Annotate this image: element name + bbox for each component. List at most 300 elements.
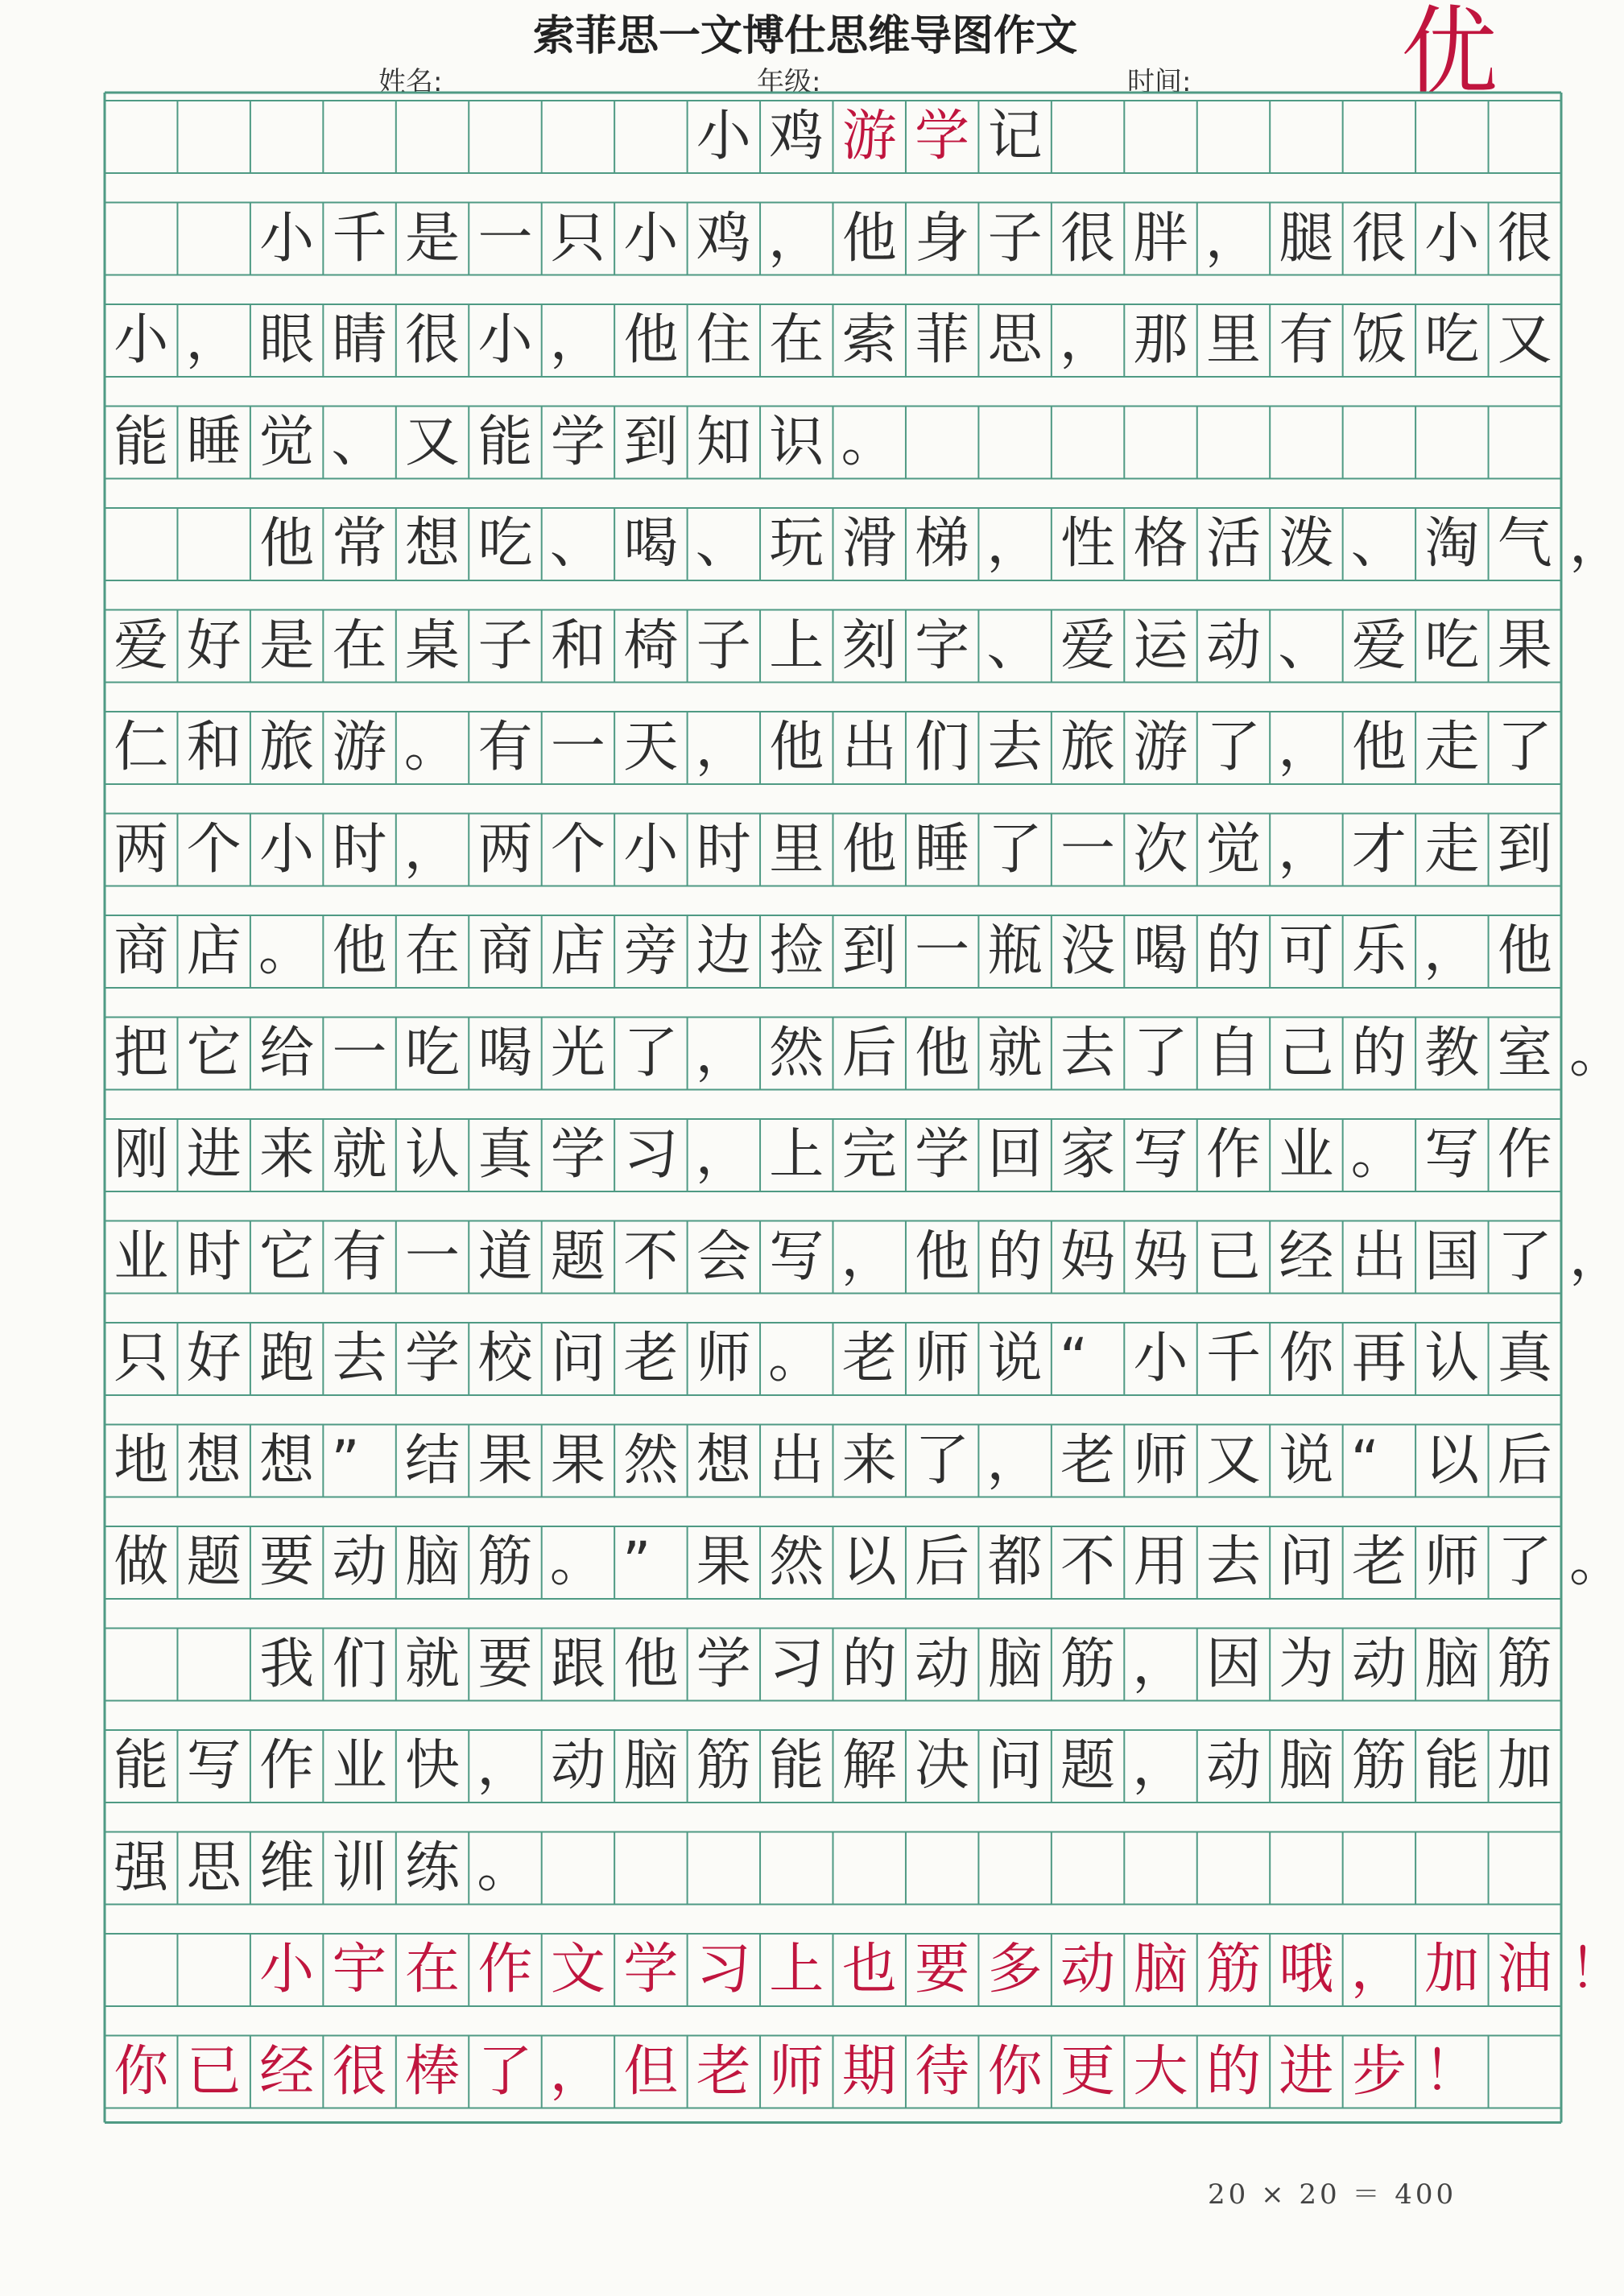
grid-cell: 跟 [550, 1632, 605, 1696]
grid-cell: 店 [550, 919, 605, 983]
grid-cell: 字 [915, 613, 970, 678]
grid-cell: 旅 [1060, 716, 1116, 779]
grid-cell: 能 [114, 410, 169, 474]
grid-cell: 瓶 [987, 919, 1043, 983]
grid-cell: 天 [623, 716, 679, 779]
grid-cell: 思 [987, 308, 1043, 372]
grid-cell: 那 [1133, 308, 1188, 372]
grid-cell: 上 [769, 613, 824, 678]
essay-title-char: 记 [987, 105, 1043, 168]
grid-cell: 里 [769, 817, 824, 882]
grid-cell: 来 [841, 1428, 897, 1493]
grid-cell: 很 [405, 308, 461, 372]
grid-cell: 小 [477, 308, 533, 372]
grid-cell: 又 [405, 410, 461, 474]
grid-cell: 后 [915, 1530, 970, 1594]
grid-cell: 思 [186, 1836, 242, 1900]
grid-cell: 的 [1351, 1021, 1407, 1085]
grid-cell: 到 [623, 410, 679, 474]
grid-cell: 完 [841, 1123, 897, 1187]
grid-cell: 他 [841, 206, 897, 270]
grid-cell [177, 508, 250, 580]
grid-cell: 觉 [259, 410, 315, 474]
essay-title-char: 学 [915, 105, 970, 168]
grid-cell: 吃 [477, 512, 533, 576]
grid-cell: 性 [1060, 512, 1116, 576]
grid-cell: 游 [332, 716, 387, 779]
grid-cell: 了 [987, 817, 1043, 882]
grid-cell: 子 [987, 206, 1043, 270]
grid-cell: 两 [114, 817, 169, 882]
grid-cell: 动 [915, 1632, 970, 1696]
grid-cell: 动 [1060, 1938, 1116, 2001]
grid-cell: 次 [1133, 817, 1188, 882]
grid-cell: 多 [987, 1938, 1043, 2001]
grid-cell: 自 [1205, 1021, 1261, 1085]
grid-cell: 地 [114, 1428, 169, 1493]
grid-cell: 写 [186, 1734, 242, 1798]
grid-cell: 说 [1279, 1428, 1334, 1493]
grid-cell: 业 [1279, 1123, 1334, 1187]
grid-cell: 觉 [1205, 817, 1261, 882]
sheet-title: 索菲思一文博仕思维导图作文 [532, 12, 1077, 60]
grid-cell: 学 [696, 1632, 751, 1696]
grid-cell: 的 [841, 1632, 897, 1696]
grid-cell: 把 [114, 1021, 169, 1085]
essay-title-char: 游 [841, 105, 897, 168]
grid-cell: 文 [550, 1938, 605, 2001]
grid-cell: 妈 [1133, 1224, 1188, 1289]
grid-cell: 椅 [623, 613, 679, 678]
grid-cell: 饭 [1351, 308, 1407, 372]
grid-cell: 认 [1424, 1327, 1480, 1390]
grid-cell: 时 [186, 1224, 242, 1289]
grid-cell: 到 [1497, 817, 1552, 882]
grid-cell: 不 [1060, 1530, 1116, 1594]
grid-cell: 老 [696, 2039, 751, 2104]
grid-cell: 、 [549, 512, 605, 576]
grid-cell: 睛 [332, 308, 387, 372]
grid-cell: 才 [1351, 817, 1407, 882]
grid-cell: 脑 [623, 1734, 679, 1798]
grid-cell: 后 [841, 1021, 897, 1085]
name-label: 姓名: [378, 66, 443, 98]
grid-cell: ， [695, 1123, 750, 1187]
grid-cell: 胖 [1133, 206, 1188, 270]
grid-cell: 筋 [1205, 1938, 1261, 2001]
grid-cell: 了 [1497, 1530, 1552, 1594]
grid-cell: 梯 [915, 512, 970, 576]
grid-cell: 出 [769, 1428, 824, 1493]
grid-cell: 期 [841, 2039, 897, 2104]
grid-cell: ， [403, 817, 459, 882]
grid-cell: 筋 [1351, 1734, 1407, 1798]
grid-cell: ， [1569, 1224, 1624, 1289]
grid-cell: 时 [332, 817, 387, 882]
grid-cell: 有 [477, 716, 533, 779]
grid-cell: 、 [1278, 613, 1333, 678]
grid-cell: 进 [1279, 2039, 1334, 2104]
grid-cell: 格 [1133, 512, 1188, 576]
grid-cell: 练 [405, 1836, 461, 1900]
grid-cell: 他 [769, 716, 824, 779]
grid-cell: 筋 [477, 1530, 533, 1594]
grid-cell: 爱 [1351, 613, 1407, 678]
grid-cell: 写 [1424, 1123, 1480, 1187]
grid-cell: 已 [1205, 1224, 1261, 1289]
grid-cell: 走 [1424, 716, 1480, 779]
grid-cell: 师 [915, 1327, 970, 1390]
grid-cell: 睡 [915, 817, 970, 882]
grid-cell [105, 1629, 177, 1701]
grid-cell: 要 [915, 1938, 970, 2001]
grid-cell: 学 [915, 1123, 970, 1187]
grid-cell: 果 [696, 1530, 751, 1594]
grid-cell [105, 1934, 177, 2006]
grid-cell: 个 [550, 817, 605, 882]
grid-cell: 子 [477, 613, 533, 678]
grid-cell: 小 [1133, 1327, 1188, 1390]
grid-cell: 能 [769, 1734, 824, 1798]
grid-cell: ！ [1424, 2039, 1479, 2104]
grid-cell: 。 [258, 919, 313, 983]
grid-cell: 喝 [477, 1021, 533, 1085]
grid-cell: 玩 [769, 512, 824, 576]
grid-cell: 到 [841, 919, 897, 983]
grid-cell: 在 [405, 1938, 461, 2001]
grid-cell: 。 [1569, 1021, 1624, 1085]
grid-cell: 吃 [1424, 308, 1480, 372]
grade-label: 年级: [757, 66, 821, 98]
grid-cell: 作 [477, 1938, 533, 2001]
grid-cell: 一 [915, 919, 970, 983]
grid-cell: 一 [1060, 817, 1116, 882]
grid-cell: 鸡 [696, 206, 751, 270]
grid-cell: 很 [1497, 206, 1552, 270]
grid-cell: 做 [114, 1530, 169, 1594]
grid-cell: 能 [114, 1734, 169, 1798]
grid-cell: 滑 [841, 512, 897, 576]
grid-cell: 常 [332, 512, 387, 576]
grid-cell: 他 [259, 512, 315, 576]
grid-cell: 。 [477, 1836, 532, 1900]
grid-cell: 和 [550, 613, 605, 678]
grid-cell: ， [1278, 817, 1333, 882]
grid-cell: 泼 [1279, 512, 1334, 576]
grid-cell: 他 [1351, 716, 1407, 779]
grid-cell: 快 [405, 1734, 461, 1798]
grid-cell: 小 [259, 817, 315, 882]
grid-cell: 脑 [1279, 1734, 1334, 1798]
grid-cell: ， [1569, 512, 1624, 576]
grid-cell: ， [477, 1734, 532, 1798]
grid-cell: 可 [1279, 919, 1334, 983]
grid-cell: 一 [477, 206, 533, 270]
grid-cell: 果 [1497, 613, 1552, 678]
grid-cell: 能 [477, 410, 533, 474]
grid-cell: 哦 [1279, 1938, 1334, 2001]
grid-cell: 、 [1350, 512, 1406, 576]
grid-cell: 学 [550, 410, 605, 474]
grid-cell: 你 [1279, 1327, 1334, 1390]
grid-cell: 你 [987, 2039, 1043, 2104]
grid-cell: 结 [405, 1428, 461, 1493]
grid-cell: 小 [623, 817, 679, 882]
essay-title-char: 鸡 [769, 105, 824, 168]
grid-cell: 很 [1060, 206, 1116, 270]
grid-cell: 小 [259, 1938, 315, 2001]
grid-cell: ， [185, 308, 241, 372]
grid-cell: 乐 [1351, 919, 1407, 983]
grid-cell: 筋 [696, 1734, 751, 1798]
grid-cell: 。 [403, 716, 459, 779]
grid-cell: 果 [550, 1428, 605, 1493]
grid-cell: ， [1132, 1632, 1188, 1696]
grid-cell: 想 [186, 1428, 242, 1493]
grid-cell: 他 [332, 919, 387, 983]
grid-cell: 加 [1424, 1938, 1480, 2001]
grid-cell: ， [695, 716, 750, 779]
grid-cell: 想 [405, 512, 461, 576]
grid-cell: 。 [1569, 1530, 1624, 1594]
grid-cell: 小 [1424, 206, 1480, 270]
grid-cell: 写 [769, 1224, 824, 1289]
grid-cell: 为 [1279, 1632, 1334, 1696]
grid-cell: 游 [1133, 716, 1188, 779]
grid-cell: 果 [477, 1428, 533, 1493]
grid-cell: 刻 [841, 613, 897, 678]
grid-cell: ， [549, 2039, 605, 2104]
grid-cell: 旅 [259, 716, 315, 779]
grid-cell: 然 [623, 1428, 679, 1493]
grid-cell: 想 [696, 1428, 751, 1493]
grid-cell: 身 [915, 206, 970, 270]
grid-cell: 住 [696, 308, 751, 372]
grid-cell: 眼 [259, 308, 315, 372]
grid-cell: 很 [1351, 206, 1407, 270]
grid-cell: 了 [1497, 1224, 1552, 1289]
grid-cell: 都 [987, 1530, 1043, 1594]
grid-cell: 动 [1205, 613, 1261, 678]
grid-cell: 业 [114, 1224, 169, 1289]
grid-cell: 是 [259, 613, 315, 678]
grid-cell: 识 [769, 410, 824, 474]
grid-cell: 、 [986, 613, 1042, 678]
grid-cell: 去 [987, 716, 1043, 779]
grid-cell: 两 [477, 817, 533, 882]
grid-cell: 又 [1205, 1428, 1261, 1493]
grid-cell: 千 [332, 206, 387, 270]
grid-cell: 光 [550, 1021, 605, 1085]
grid-cell: 用 [1133, 1530, 1188, 1594]
grid-cell: ” [622, 1530, 651, 1594]
grid-cell: 出 [1351, 1224, 1407, 1289]
grid-cell: 。 [768, 1327, 824, 1390]
grid-cell: 但 [623, 2039, 679, 2104]
grid-cell: 动 [332, 1530, 387, 1594]
grid-cell: 来 [259, 1123, 315, 1187]
grid-cell: 维 [259, 1836, 315, 1900]
grid-cell: 商 [114, 919, 169, 983]
grid-cell: 动 [550, 1734, 605, 1798]
grid-cell: ， [768, 206, 824, 270]
grid-cell: 好 [186, 1327, 242, 1390]
grid-cell: ， [1350, 1938, 1406, 2001]
grid-cell: 因 [1205, 1632, 1261, 1696]
grid-cell: 习 [769, 1632, 824, 1696]
grid-cell: 。 [841, 410, 896, 474]
grid-cell: 问 [550, 1327, 605, 1390]
grid-cell: 一 [405, 1224, 461, 1289]
grid-cell: 道 [477, 1224, 533, 1289]
grid-cell: 老 [1351, 1530, 1407, 1594]
grid-cell [177, 1934, 250, 2006]
grid-cell: 了 [1133, 1021, 1188, 1085]
essay-title-char: 小 [696, 105, 751, 168]
grid-cell: 习 [623, 1123, 679, 1187]
grid-cell [177, 1629, 250, 1701]
grid-cell: 再 [1351, 1327, 1407, 1390]
grid-cell: 学 [405, 1327, 461, 1390]
grid-cell: 淘 [1424, 512, 1480, 576]
grid-cell: 作 [1497, 1123, 1552, 1187]
grid-cell: 。 [1350, 1123, 1406, 1187]
grid-cell: 出 [841, 716, 897, 779]
grid-cell: “ [1059, 1327, 1089, 1390]
grid-cell: 旁 [623, 919, 679, 983]
grid-cell: 以 [1424, 1428, 1480, 1493]
grid-cell: 没 [1060, 919, 1116, 983]
grid-cell: 作 [1205, 1123, 1261, 1187]
grid-cell: 吃 [1424, 613, 1480, 678]
grid-cell: 爱 [1060, 613, 1116, 678]
grid-cell: 给 [259, 1021, 315, 1085]
grid-cell: 他 [623, 1632, 679, 1696]
grid-cell: 说 [987, 1327, 1043, 1390]
grid-cell: 步 [1351, 2039, 1407, 2104]
grid-cell: 家 [1060, 1123, 1116, 1187]
grid-cell: 题 [1060, 1734, 1116, 1798]
grid-cell: 写 [1133, 1123, 1188, 1187]
grid-cell: ， [986, 1428, 1042, 1493]
grid-cell: 是 [405, 206, 461, 270]
grid-cell: 和 [186, 716, 242, 779]
grid-cell: 店 [186, 919, 242, 983]
grid-cell: 认 [405, 1123, 461, 1187]
grid-cell: 个 [186, 817, 242, 882]
grid-cell: 在 [769, 308, 824, 372]
grid-cell: ， [986, 512, 1042, 576]
grid-cell: 很 [332, 2039, 387, 2104]
grid-cell: ， [1424, 919, 1479, 983]
grid-cell: 筋 [1060, 1632, 1116, 1696]
grid-cell: 室 [1497, 1021, 1552, 1085]
grid-cell: 了 [623, 1021, 679, 1085]
grid-cell: 了 [477, 2039, 533, 2104]
grid-cell: 他 [1497, 919, 1552, 983]
grid-cell: 己 [1279, 1021, 1334, 1085]
grid-cell: 喝 [623, 512, 679, 576]
grid-cell: 我 [259, 1632, 315, 1696]
grid-cell: ， [1059, 308, 1114, 372]
grid-cell: 师 [1424, 1530, 1480, 1594]
time-label: 时间: [1127, 66, 1192, 98]
grid-cell: 走 [1424, 817, 1480, 882]
grid-cell: 仁 [114, 716, 169, 779]
grid-cell: 小 [259, 206, 315, 270]
grid-cell: ， [1278, 716, 1333, 779]
grid-cell: 们 [915, 716, 970, 779]
grid-cell: 上 [769, 1938, 824, 2001]
grid-cell: 动 [1351, 1632, 1407, 1696]
grid-cell: 他 [623, 308, 679, 372]
grid-cell: 然 [769, 1530, 824, 1594]
grid-cell: 动 [1205, 1734, 1261, 1798]
grid-cell: 老 [1060, 1428, 1116, 1493]
grid-cell: 们 [332, 1632, 387, 1696]
grid-cell: 一 [550, 716, 605, 779]
grid-cell: 校 [477, 1327, 533, 1390]
grid-cell: 也 [841, 1938, 897, 2001]
grid-cell: ， [695, 1021, 750, 1085]
grid-cell: ， [1132, 1734, 1188, 1798]
grid-cell: 它 [186, 1021, 242, 1085]
grid-cell: 刚 [114, 1123, 169, 1187]
grid-cell: 他 [915, 1224, 970, 1289]
grid-cell [177, 203, 250, 275]
grid-cell: 大 [1133, 2039, 1188, 2104]
grid-cell: 了 [1497, 716, 1552, 779]
grid-cell: 有 [1279, 308, 1334, 372]
grid-cell: 问 [987, 1734, 1043, 1798]
grid-cell: 腿 [1279, 206, 1334, 270]
grade-mark: 优 [1401, 0, 1498, 109]
grid-cell: 索 [841, 308, 897, 372]
grid-cell: 边 [696, 919, 751, 983]
grid-cell: 油 [1497, 1938, 1552, 2001]
grid-cell: 真 [1497, 1327, 1552, 1390]
grid-cell: 他 [841, 817, 897, 882]
grid-cell: 要 [259, 1530, 315, 1594]
grid-cell: 要 [477, 1632, 533, 1696]
grid-cell: 他 [915, 1021, 970, 1085]
grid-cell: 已 [186, 2039, 242, 2104]
grid-cell: 学 [623, 1938, 679, 2001]
grid-cell: 师 [1133, 1428, 1188, 1493]
grid-cell: 回 [987, 1123, 1043, 1187]
grid-cell: 的 [1205, 2039, 1261, 2104]
grid-cell: ” [331, 1428, 360, 1493]
grid-cell: 决 [915, 1734, 970, 1798]
grid-cell: 师 [696, 1327, 751, 1390]
grid-cell: 它 [259, 1224, 315, 1289]
grid-cell: 师 [769, 2039, 824, 2104]
grid-cell: 棒 [405, 2039, 461, 2104]
grid-cell: 老 [841, 1327, 897, 1390]
grid-cell: 脑 [1133, 1938, 1188, 2001]
grid-cell: 待 [915, 2039, 970, 2104]
grid-cell: 了 [915, 1428, 970, 1493]
grid-cell: 吃 [405, 1021, 461, 1085]
grid-cell: 题 [186, 1530, 242, 1594]
grid-cell: 就 [987, 1021, 1043, 1085]
grid-cell: 题 [550, 1224, 605, 1289]
grid-cell: 然 [769, 1021, 824, 1085]
grid-cell: 去 [1205, 1530, 1261, 1594]
grid-cell: 的 [1205, 919, 1261, 983]
grid-cell: 气 [1497, 512, 1552, 576]
grid-cell: 去 [1060, 1021, 1116, 1085]
